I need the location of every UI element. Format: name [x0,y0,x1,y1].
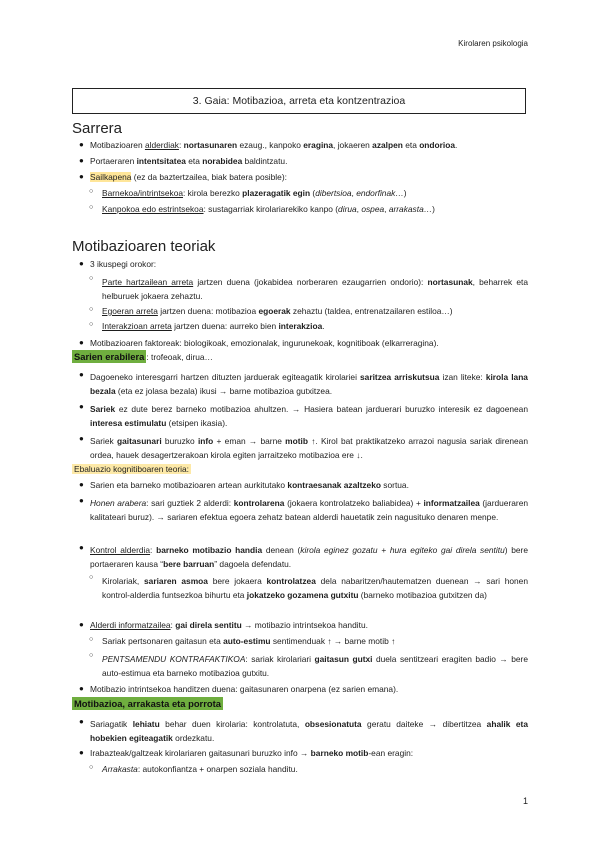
circle-bullet-icon: ○ [89,321,94,328]
list-item: Egoeran arreta jartzen duena: motibazioa egoerak zehaztu (taldea, entrenatzailaren estiloa…) [102,306,453,316]
subheading-ebaluazio: Ebaluazio kognitiboaren teoria: [74,464,190,474]
chapter-title-box [72,88,526,114]
list-item: Arrakasta: autokonfiantza + onarpen soziala handitu. [102,764,298,774]
circle-bullet-icon: ○ [89,275,94,282]
list-item: Barnekoa/intrintsekoa: kirola berezko plazeragatik egin (dibertsioa, endorfinak…) [102,188,407,198]
list-item: Sariek gaitasunari buruzko info + eman → barne motib ↑. Kirol bat praktikatzeko arrazoi nagusia sariak direnean ordea, hauek desagertzerakoan kirola egiten jarraitzeko motibazioa ere ↓. [90,436,528,460]
list-item: Honen arabera: sari guztiek 2 alderdi: kontrolarena (jokaera kontrolatzeko baliabidea) + informatzailea (jardueraren kalitateari buruz). → sariaren efektua egoera zehatz batean alderdi hauetatik zein nagusituko denaren menpe. [90,498,529,522]
list-item: Sariek ez dute berez barneko motibazioa ahultzen. → Hasiera batean jarduerari buruzko interesik ez dagoenean interesa estimulatu (etsipen ikasia). [90,404,528,428]
list-item: Motibazioaren faktoreak: biologikoak, emozionalak, ingurunekoak, kognitiboak (elkarreragina). [90,338,439,348]
bullet-icon: ● [79,717,84,726]
chapter-title: 3. Gaia: Motibazioa, arreta eta kontzentrazioa [192,95,406,107]
bullet-icon: ● [79,543,84,552]
bullet-icon: ● [79,748,84,757]
bullet-icon: ● [79,259,84,268]
circle-bullet-icon: ○ [89,636,94,643]
circle-bullet-icon: ○ [89,188,94,195]
circle-bullet-icon: ○ [89,764,94,771]
list-item: Irabazteak/galtzeak kirolariaren gaitasunari buruzko info → barneko motib-ean eragin: [90,748,414,758]
circle-bullet-icon: ○ [89,306,94,313]
bullet-icon: ● [79,338,84,347]
list-item: Kontrol alderdia: barneko motibazio handia denean (kirola eginez gozatu + hura egiteko gai direla sentitu) bere portaeraren kausa “bere barruan” dagoela defendatu. [90,545,528,569]
circle-bullet-icon: ○ [89,574,94,581]
list-item: Sarien eta barneko motibazioaren artean aurkitutako kontraesanak azaltzeko sortua. [90,480,409,490]
section-heading-teoriak: Motibazioaren teoriak [72,238,216,255]
list-item: Parte hartzailean arreta jartzen duena (jokabidea norberaren ezaugarrien ondorio): nortasunak, beharrek eta helburuek jokaera zehaztu. [102,277,528,301]
list-item: Portaeraren intentsitatea eta norabidea baldintzatu. [90,156,288,166]
list-item: Motibazio intrintsekoa handitzen duena: gaitasunaren onarpena (ez sarien emana). [90,684,399,694]
running-header: Kirolaren psikologia [458,39,528,48]
subheading-motibazioa: Motibazioa, arrakasta eta porrota [74,698,221,709]
circle-bullet-icon: ○ [89,652,94,659]
page-number: 1 [522,796,528,806]
bullet-icon: ● [79,172,84,181]
list-item: Kirolariak, sariaren asmoa bere jokaera kontrolatzea dela nabaritzen/hautematzen duenean → sari honen kontrol-alderdia funtsezkoa bihurtu eta jokatzeko gozamena gutxitu (barneko motibazioa gutxitzen da) [102,576,528,600]
bullet-icon: ● [79,496,84,505]
bullet-icon: ● [79,156,84,165]
circle-bullet-icon: ○ [89,204,94,211]
list-item: Interakzioan arreta jartzen duena: aurreko bien interakzioa. [102,321,325,331]
list-item: Sailkapena (ez da baztertzailea, biak batera posible): [90,172,287,182]
list-item: PENTSAMENDU KONTRAFAKTIKOA: sariak kirolariari gaitasun gutxi duela sentitzeari eragiten badio → bere auto-estimua eta barneko motibazioa gutxitu. [102,654,528,678]
list-item: Sariak pertsonaren gaitasun eta auto-estimu sentimenduak ↑ → barne motib ↑ [102,636,396,646]
bullet-icon: ● [79,370,84,379]
list-item: Dagoeneko interesgarri hartzen dituzten jarduerak egiteagatik kirolariei saritzea arriskutsua izan liteke: kirola lana bezala (eta ez jolasa bezala) ikusi → barne motibazioa gutxitzea. [90,372,528,396]
list-item: Kanpokoa edo estrintsekoa: sustagarriak kirolariarekiko kanpo (dirua, ospea, arrakasta…) [102,204,435,214]
bullet-icon: ● [79,402,84,411]
list-item: Motibazioaren alderdiak: nortasunaren ezaug., kanpoko eragina, jokaeren azalpen eta ondorioa. [90,140,458,150]
list-item: Sariagatik lehiatu behar duen kirolaria: kontrolatuta, obsesionatuta geratu daiteke → dibertitzea ahalik eta hobekien egiteagatik ordezkatu. [90,719,528,743]
section-heading-sarrera: Sarrera [72,120,123,137]
subheading-sarien: Sarien erabilera : trofeoak, dirua… [74,351,213,362]
bullet-icon: ● [79,434,84,443]
bullet-icon: ● [79,140,84,149]
bullet-icon: ● [79,480,84,489]
list-item: Alderdi informatzailea: gai direla sentitu → motibazio intrintsekoa handitu. [90,620,368,630]
list-item: 3 ikuspegi orokor: [90,259,157,269]
bullet-icon: ● [79,684,84,693]
bullet-icon: ● [79,620,84,629]
